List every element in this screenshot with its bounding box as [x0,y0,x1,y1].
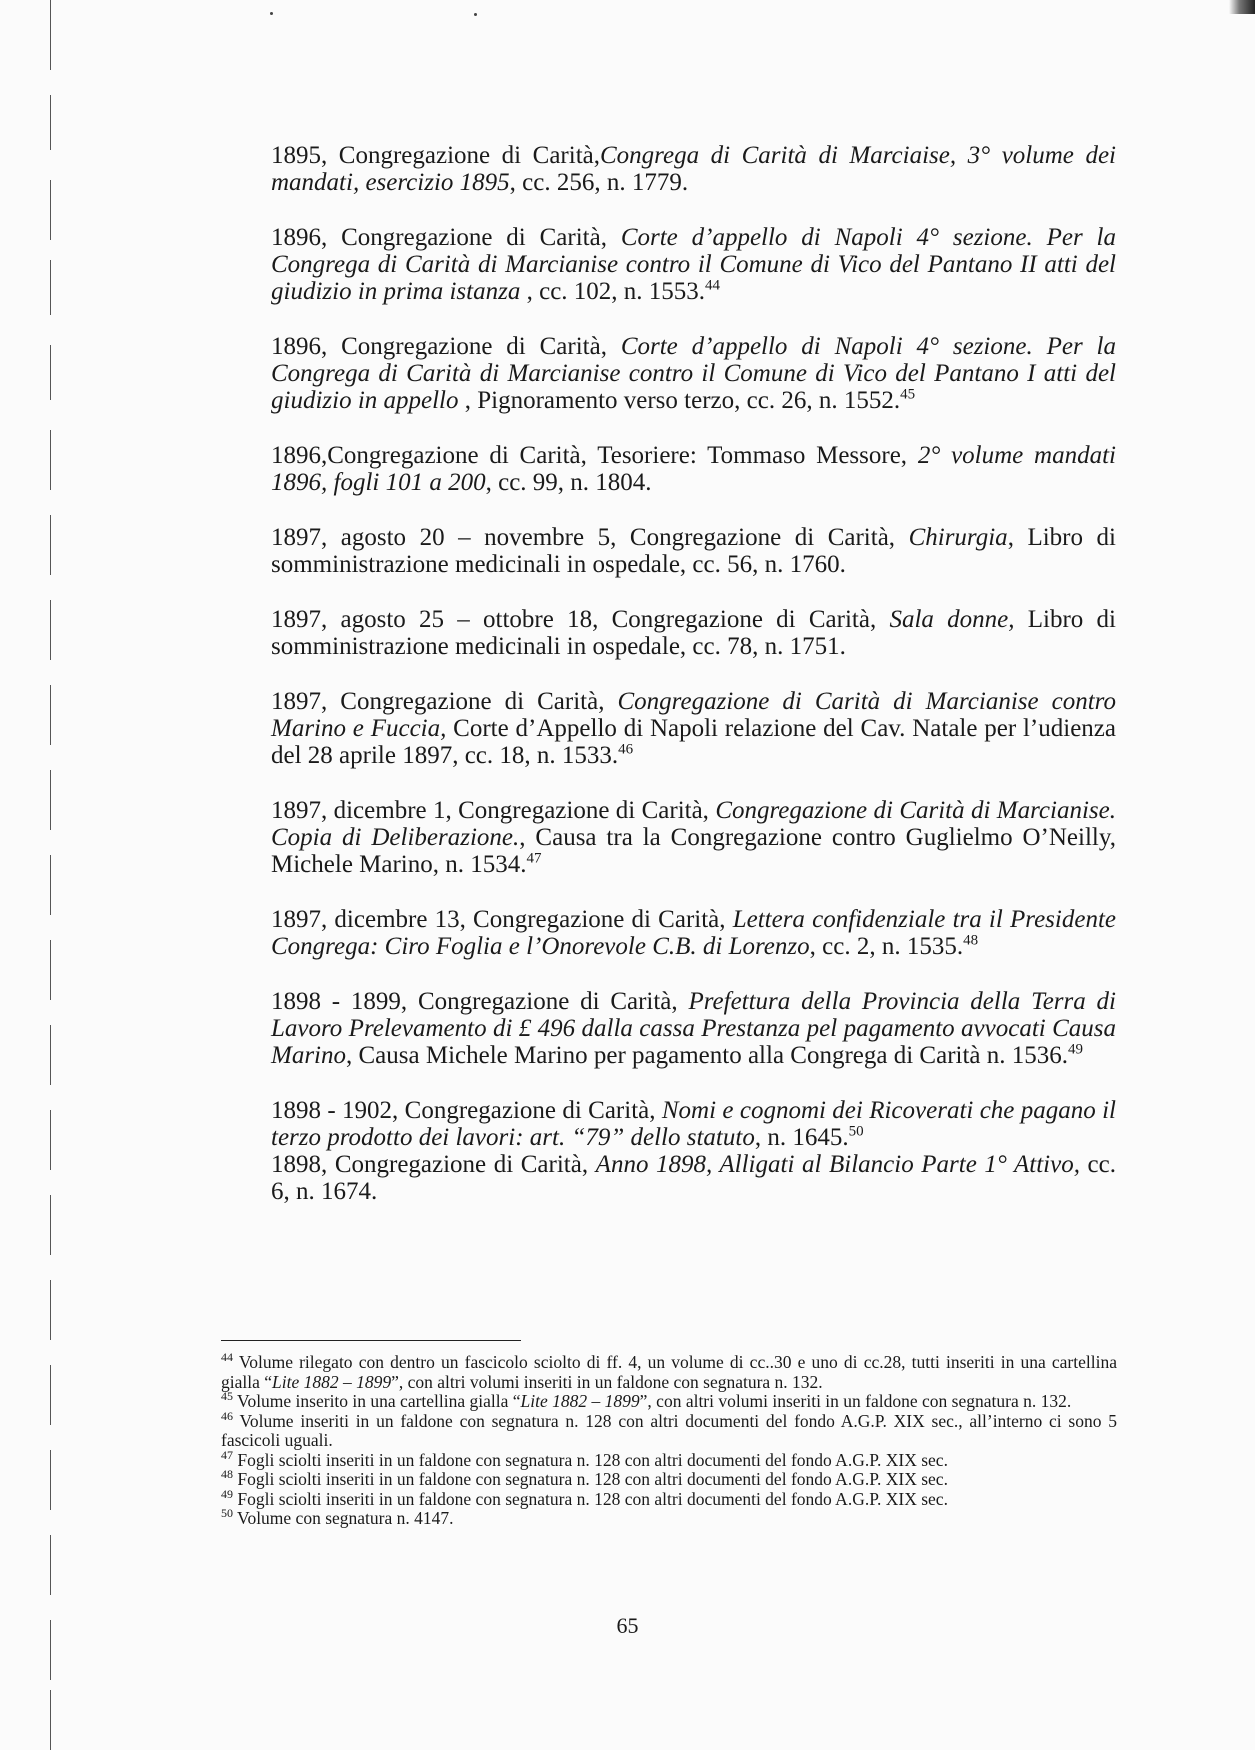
footnote-ref: 48 [963,932,979,949]
entry-text: , cc. 256, n. 1779. [509,169,689,196]
footnotes [221,1350,1117,1529]
entry-text: Corte d’Appello di Napoli relazione del Cav. Natale per l’udienza del 28 aprile 1897, cc. 18, n. 1533. [271,715,1116,769]
scan-speck [474,13,477,16]
footnote [221,1408,1117,1451]
entry-text: 1898, Congregazione di Carità, [271,1151,596,1178]
footnote [221,1486,1117,1510]
entry-text: , cc. 2, n. 1535. [809,933,964,960]
footnote-number: 47 [221,1447,233,1462]
italic-title: Prefettura della Provincia della Terra di Lavoro Prelevamento di £ 496 dalla cassa Prestanza pel pagamento avvocati Causa Marino [271,988,1116,1069]
archive-entry [271,524,1116,578]
archive-entry [271,224,1116,305]
italic-title: Corte d’appello di Napoli 4° sezione. Per la Congrega di Carità di Marcianise contro il Comune di Vico del Pantano I atti del giudizio in appello [271,333,1116,414]
entry-text: 1897, agosto 20 – novembre 5, Congregazione di Carità, [271,524,909,551]
footnote [221,1389,1117,1412]
italic-title: Chirurgia [908,524,1008,551]
entry-text: Volume inserito in una cartellina gialla “ [233,1391,521,1411]
archive-entry [271,142,1116,196]
entry-text: 1898 - 1902, Congregazione di Carità, [271,1097,662,1124]
entry-text: ”, con altri volumi inseriti in un faldone con segnatura n. 132. [639,1391,1072,1411]
italic-title: Sala donne, [889,606,1015,633]
entry-text: , n. 1645. [754,1124,849,1151]
footnote-number: 44 [221,1350,233,1365]
entry-text: Volume con segnatura n. 4147. [233,1508,454,1528]
italic-title: Corte d’appello di Napoli 4° sezione. Per la Congrega di Carità di Marcianise contro il Comune di Vico del Pantano II atti del giudizio in prima istanza [271,224,1116,305]
entry-text: , Pignoramento verso terzo, cc. 26, n. 1552. [458,387,901,414]
italic-title: Congregazione di Carità di Marcianise contro Marino e Fuccia, [271,688,1116,742]
italic-title: Lite 1882 – 1899 [272,1371,392,1392]
entry-text: 1896,Congregazione di Carità, Tesoriere: Tommaso Messore, [271,442,918,469]
archive-entry [271,988,1116,1069]
entry-text: Volume inseriti in un faldone con segnatura n. 128 con altri documenti del fondo A.G.P. XIX sec., all’interno ci sono 5 fascicoli uguali. [221,1410,1117,1450]
entry-text: , Libro di somministrazione medicinali in ospedale, cc. 56, n. 1760. [271,524,1116,578]
entry-text: , Causa tra la Congregazione contro Guglielmo O’Neilly, Michele Marino, n. 1534. [271,824,1116,878]
archive-entry [271,1151,1116,1205]
footnote-number: 50 [221,1506,233,1521]
footnote-number: 46 [221,1408,233,1423]
archive-entry [271,797,1116,878]
entry-text: 1897, dicembre 13, Congregazione di Carità, [271,906,733,933]
entry-text: 1897, dicembre 1, Congregazione di Carità, [271,797,716,824]
footnote-ref: 44 [705,277,721,294]
entry-text: , cc. 99, n. 1804. [485,469,652,496]
footnote-number: 49 [221,1486,233,1501]
entry-text: Fogli sciolti inseriti in un faldone con segnatura n. 128 con altri documenti del fondo A.G.P. XIX sec. [233,1469,948,1489]
footnote [221,1506,1117,1529]
footnote-ref: 47 [526,850,542,867]
italic-title: Lite 1882 – 1899 [520,1391,640,1411]
entry-text: 1898 - 1899, Congregazione di Carità, [271,988,689,1015]
binding-edge-marks [50,0,53,1750]
footnote-separator [221,1340,521,1341]
italic-title: 2° volume mandati 1896, fogli 101 a 200 [271,442,1116,496]
archive-entries [271,142,1116,1233]
footnote-number: 45 [221,1389,233,1404]
scan-speck [270,12,273,15]
entry-text: cc. 6, n. 1674. [271,1151,1116,1205]
entry-text: Libro di somministrazione medicinali in ospedale, cc. 78, n. 1751. [271,606,1116,660]
entry-text: 1895, Congregazione di Carità, [271,142,600,169]
entry-text: , cc. 102, n. 1553. [520,278,706,305]
entry-text: ”, con altri volumi inseriti in un faldone con segnatura n. 132. [391,1371,823,1392]
archive-entry [271,333,1116,414]
italic-title: Anno 1898, Alligati al Bilancio Parte 1° Attivo, [595,1151,1080,1178]
footnote [221,1467,1117,1490]
italic-title: Nomi e cognomi dei Ricoverati che pagano il terzo prodotto dei lavori: art. “79” dello statuto [271,1097,1117,1151]
footnote-number: 48 [221,1467,233,1482]
italic-title: Congregazione di Carità di Marcianise. Copia di Deliberazione. [271,797,1116,851]
entry-text: Fogli sciolti inseriti in un faldone con segnatura n. 128 con altri documenti del fondo A.G.P. XIX sec. [233,1449,948,1470]
footnote [221,1447,1117,1471]
entry-text: Fogli sciolti inseriti in un faldone con segnatura n. 128 con altri documenti del fondo A.G.P. XIX sec. [233,1488,948,1509]
footnote-ref: 49 [1068,1041,1084,1058]
archive-entry [271,906,1116,960]
italic-title: Congrega di Carità di Marciaise, 3° volume dei mandati, esercizio 1895 [271,142,1116,196]
footnote-ref: 45 [900,386,916,403]
entry-text: 1897, Congregazione di Carità, [271,688,618,715]
page-number: 65 [616,1613,639,1638]
entry-text: , Causa Michele Marino per pagamento alla Congrega di Carità n. 1536. [346,1042,1069,1069]
entry-text: 1897, agosto 25 – ottobre 18, Congregazione di Carità, [271,606,890,633]
entry-text: Volume rilegato con dentro un fascicolo sciolto di ff. 4, un volume di cc..30 e uno di cc.28, tutti inseriti in una cartellina gialla “ [221,1352,1117,1392]
archive-entry [271,442,1116,496]
entry-text: 1896, Congregazione di Carità, [271,224,621,251]
italic-title: Lettera confidenziale tra il Presidente Congrega: Ciro Foglia e l’Onorevole C.B. di Lorenzo [271,906,1116,960]
archive-entry [271,688,1116,769]
archive-entry [271,606,1116,660]
footnote [221,1350,1117,1392]
archive-entry [271,1097,1116,1151]
entry-text: 1896, Congregazione di Carità, [271,333,621,360]
scan-corner-shadow [1229,0,1255,14]
footnote-ref: 46 [618,741,634,758]
footnote-ref: 50 [848,1123,864,1140]
